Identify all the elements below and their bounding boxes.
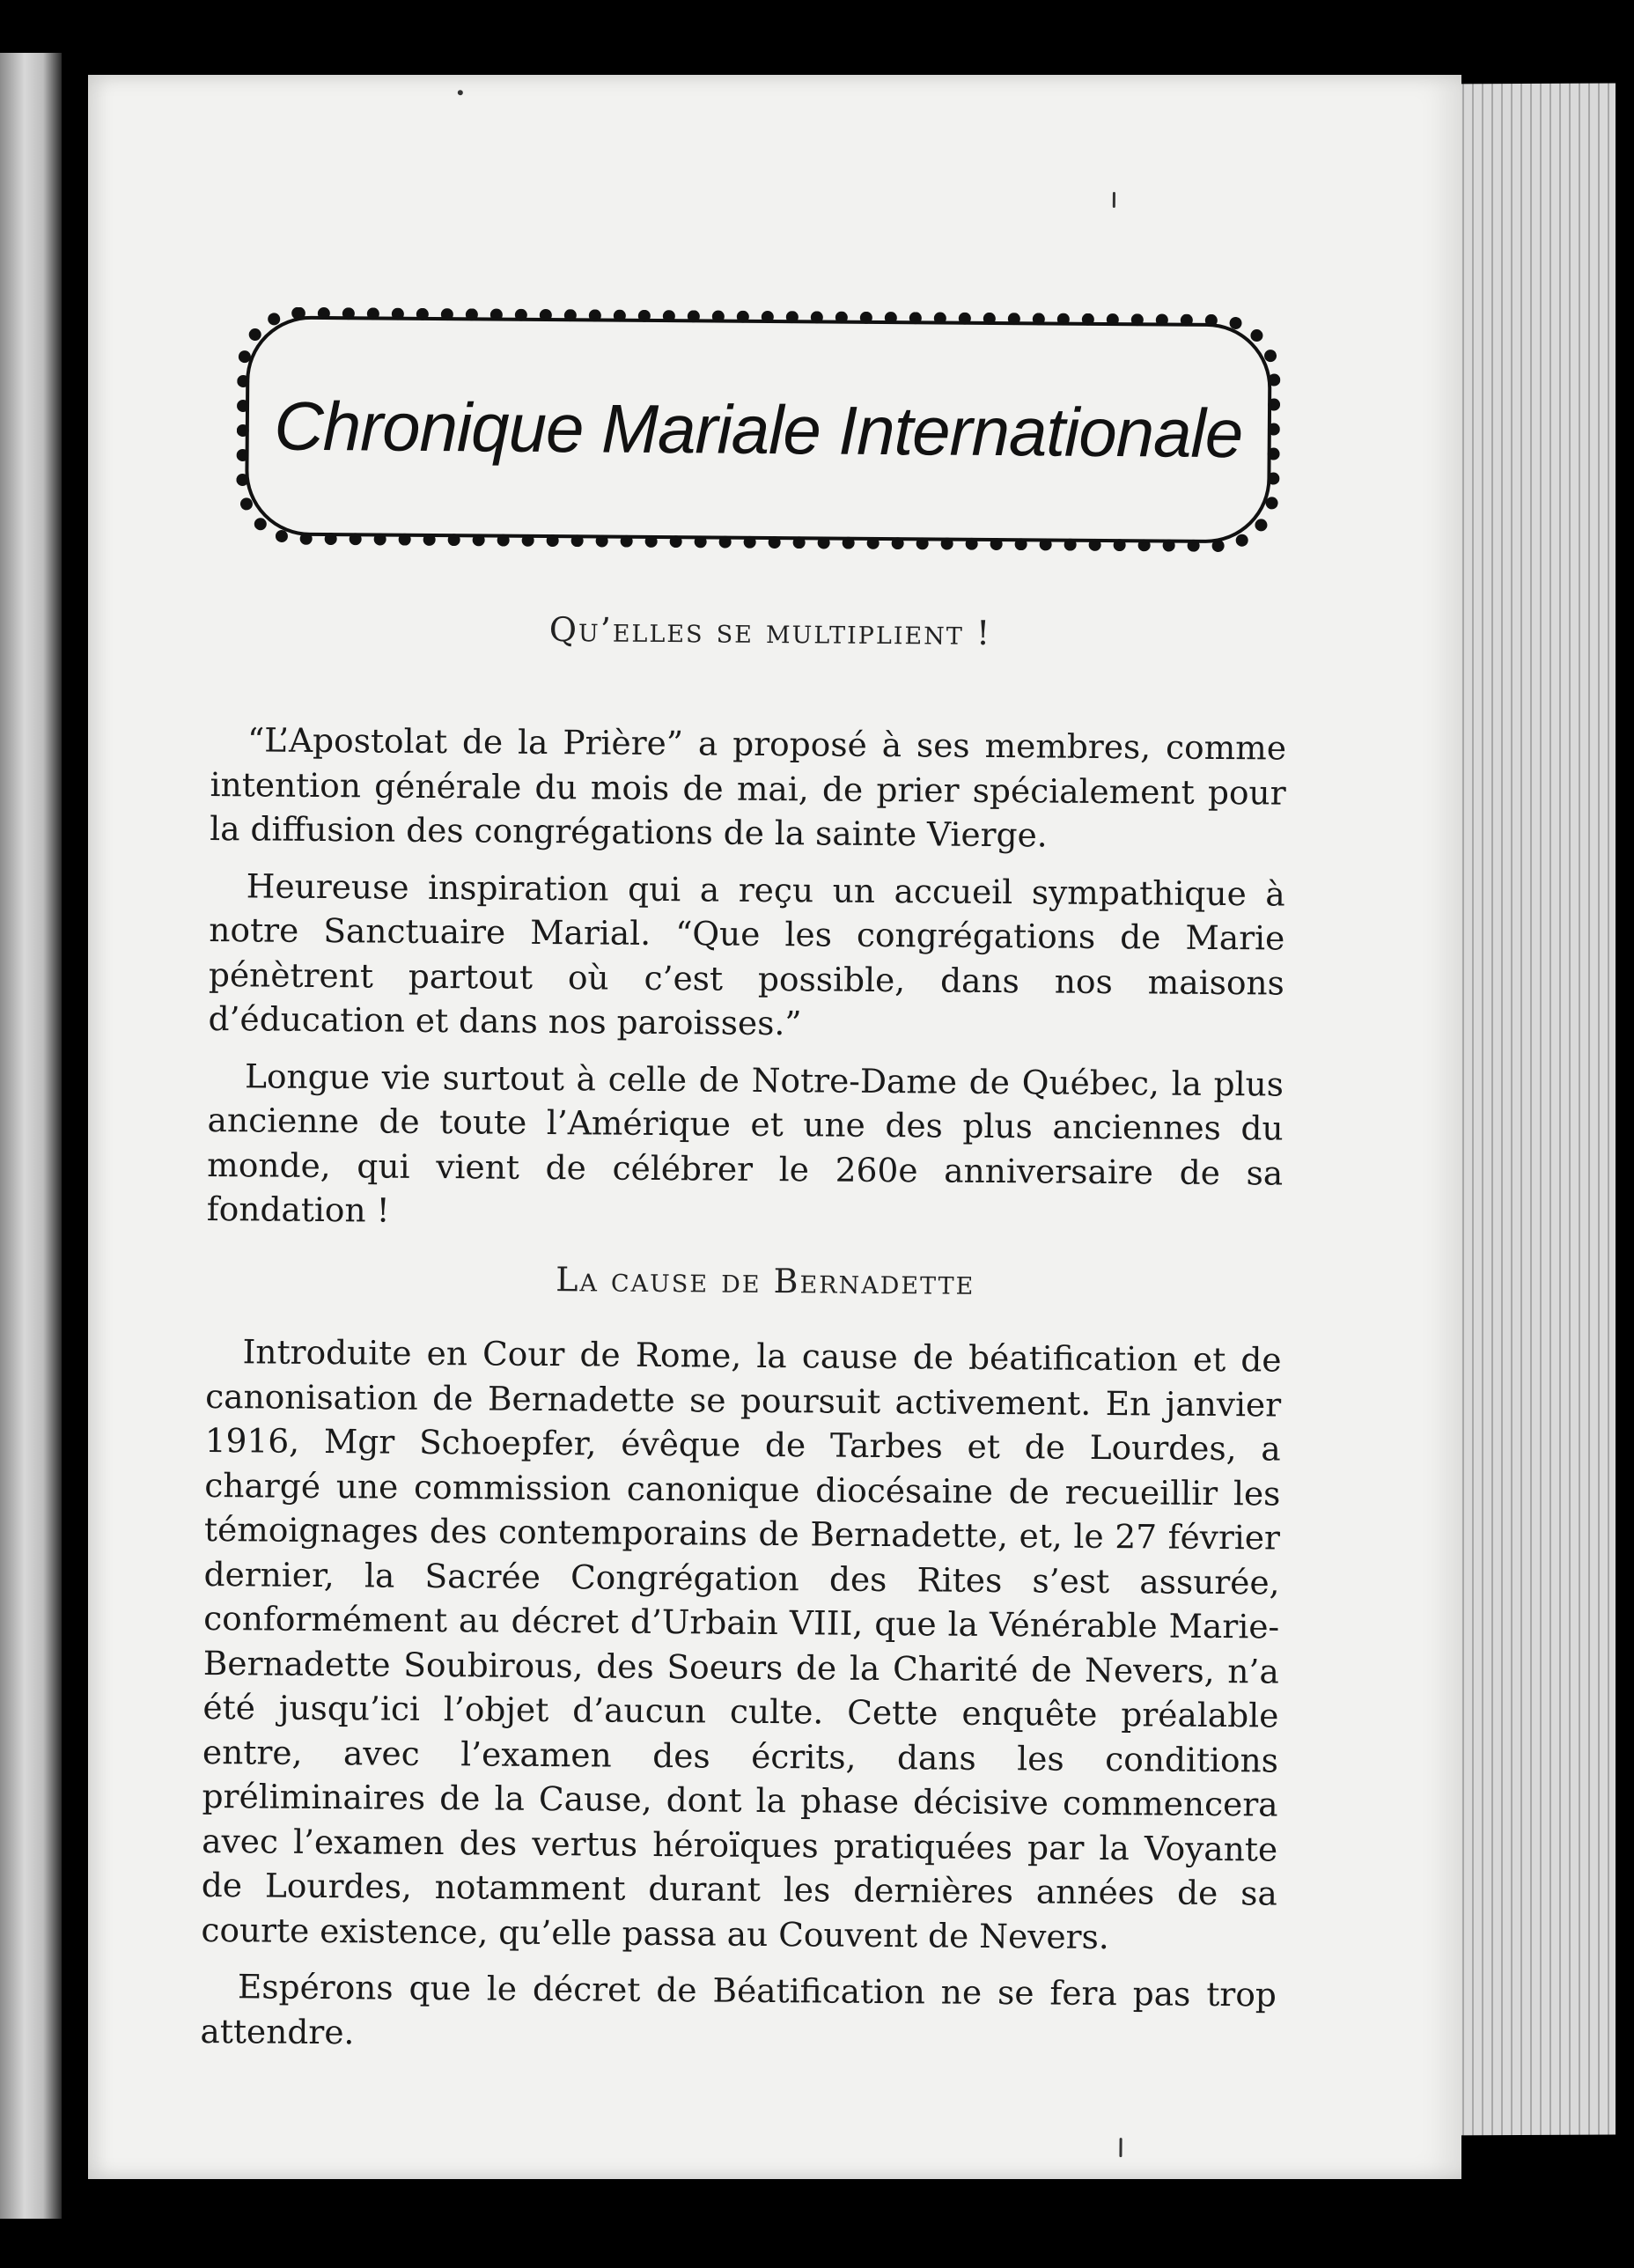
scan-speck (1113, 192, 1115, 208)
page-title: Chronique Mariale Internationale (274, 387, 1243, 472)
paragraph: Longue vie surtout à celle de Notre-Dame de Québec, la plus ancienne de toute l’Amérique et une des plus anciennes du monde, qui vient de célébrer le 260e anniversaire de sa fondation ! (206, 1056, 1284, 1230)
section-heading-2: La cause de Bernadette (556, 1260, 975, 1302)
scan-speck (1119, 2138, 1122, 2157)
section-heading-1: Qu’elles se multiplient ! (548, 610, 992, 652)
paragraph: Espérons que le décret de Béatification ne se fera pas trop attendre. (200, 1967, 1277, 2051)
page-content (71, 70, 1461, 2184)
scan-speck (458, 90, 463, 95)
section-1-body (207, 718, 1287, 1252)
paragraph: Heureuse inspiration qui a reçu un accueil sympathique à notre Sanctuaire Marial. “Que les congrégations de Marie pénètrent partout où c’est possible, dans nos maisons d’éducation et dans nos paroisses.” (208, 865, 1285, 1043)
binding-edge (0, 53, 62, 2219)
paragraph: “L’Apostolat de la Prière” a proposé à ses membres, comme intention générale du mois de mai, de prier spécialement pour la diffusion des congrégations de la sainte Vierge. (210, 720, 1287, 855)
book-page (88, 75, 1461, 2179)
paragraph: Introduite en Cour de Rome, la cause de béatification et de canonisation de Bernadette se poursuit activement. En janvier 1916, Mgr Schoepfer, évêque de Tarbes et de Lourdes, a chargé une commission canonique diocésaine de recueillir les témoignages des contemporains de Bernadette, et, le 27 février dernier, la Sacrée Congrégation des Rites s’est assurée, conformément au décret d’Urbain VIII, que la Vénérable Marie-Bernadette Soubirous, des Soeurs de la Charité de Nevers, n’a été jusqu’ici l’objet d’aucun culte. Cette enquête préalable entre, avec l’examen des écrits, dans les conditions préliminaires de la Cause, dont la phase décisive commencera avec l’examen des vertus héroïques pratiquées par la Voyante de Lourdes, notamment durant les dernières années de sa courte existence, qu’elle passa au Couvent de Nevers. (201, 1332, 1282, 1956)
section-2-body (200, 1329, 1282, 2074)
page-edges (1435, 83, 1616, 2135)
